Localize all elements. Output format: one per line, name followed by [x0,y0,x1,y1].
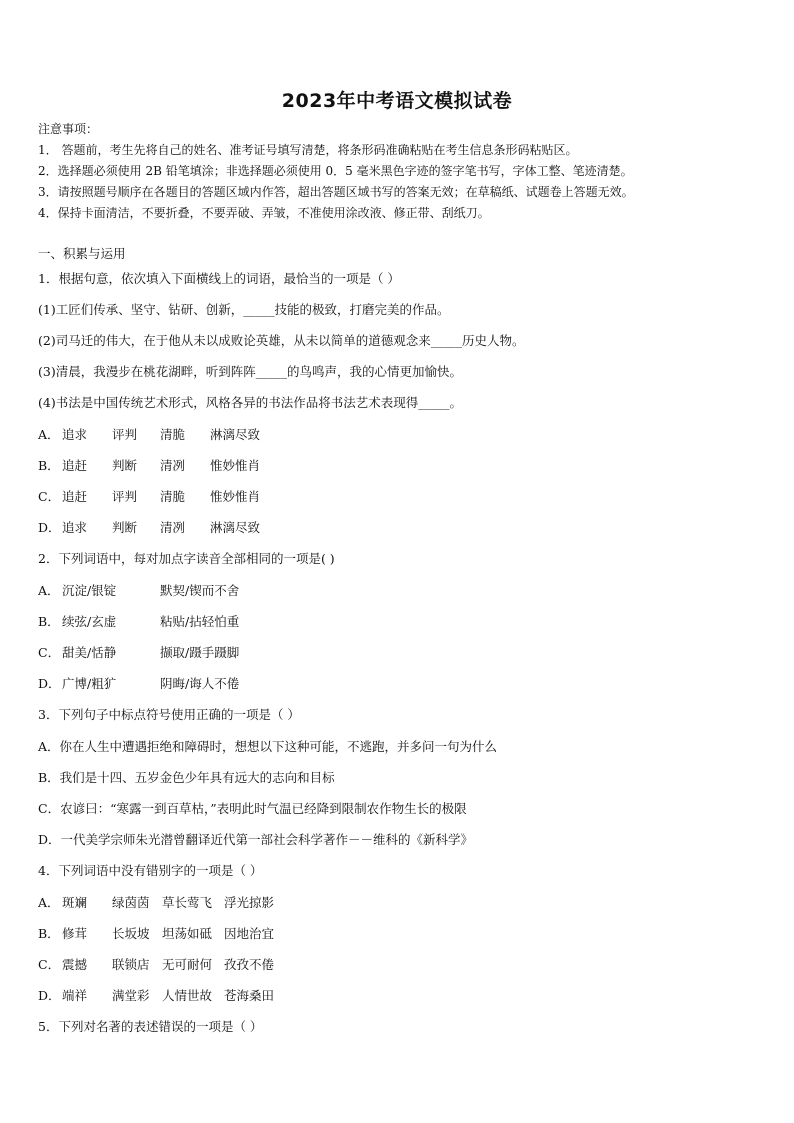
option-word: 长坂坡 [112,926,150,941]
question-1-sentence: (3)清晨，我漫步在桃花湖畔，听到阵阵_____的鸟鸣声，我的心情更加愉快。 [38,364,462,379]
question-3-option-d: D．一代美学宗师朱光潜曾翻译近代第一部社会科学著作－－维科的《新科学》 [38,832,474,847]
question-2-option-b [38,614,239,630]
option-word: 评判 [112,427,138,442]
question-3-option-b: B．我们是十四、五岁金色少年具有远大的志向和目标 [38,770,335,785]
option-word: 修茸 [62,926,88,941]
option-word: 判断 [112,520,138,535]
option-word: 淋漓尽致 [210,427,261,442]
question-3-option-c: C．农谚曰：“寒露一到百草枯，”表明此时气温已经降到限制农作物生长的极限 [38,801,467,816]
notes-item: 1． 答题前，考生先将自己的姓名、准考证号填写清楚，将条形码准确粘贴在考生信息条形码粘贴区。 [38,143,578,157]
question-1-option-a [38,427,260,443]
option-word: 斑斓 [62,895,88,910]
option-word: 震撼 [62,957,88,972]
question-4-stem: 4．下列词语中没有错别字的一项是（ ） [38,863,263,878]
option-word: 淋漓尽致 [210,520,261,535]
question-1-option-b [38,458,260,474]
option-key: D． [38,988,61,1003]
section-heading: 一、积累与运用 [38,246,126,261]
option-word: 追赶 [62,458,88,473]
option-word: 草长莺飞 [162,895,213,910]
option-word: 惟妙惟肖 [210,489,261,504]
option-word: 默契/锲而不舍 [160,583,240,598]
option-key: B． [38,458,60,473]
option-key: C． [38,645,61,660]
question-3-option-a: A．你在人生中遭遇拒绝和障碍时，想想以下这种可能，不逃跑，并多问一句为什么 [38,739,498,754]
option-word: 苍海桑田 [224,988,275,1003]
option-key: D． [38,520,61,535]
question-3-stem: 3．下列句子中标点符号使用正确的一项是（ ） [38,707,300,722]
option-word: 甜美/恬静 [62,645,117,660]
option-word: 因地治宜 [224,926,275,941]
option-word: 追赶 [62,489,88,504]
notes-item: 3．请按照题号顺序在各题目的答题区域内作答，超出答题区域书写的答案无效；在草稿纸、试题卷上答题无效。 [38,185,634,199]
option-key: B． [38,614,60,629]
option-word: 无可耐何 [162,957,213,972]
option-key: C． [38,957,61,972]
option-word: 广博/粗犷 [62,676,117,691]
option-key: D． [38,676,61,691]
option-word: 端祥 [62,988,88,1003]
option-word: 人情世故 [162,988,213,1003]
option-key: A． [38,583,60,598]
question-1-sentence: (2)司马迁的伟大，在于他从未以成败论英雄，从未以简单的道德观念来_____历史人物。 [38,333,525,348]
option-word: 粘贴/拈轻怕重 [160,614,240,629]
question-1-option-c [38,489,260,505]
question-4-option-d [38,988,274,1004]
notes-heading: 注意事项： [38,122,99,136]
option-key: A． [38,895,60,910]
question-2-stem: 2．下列词语中，每对加点字读音全部相同的一项是( ) [38,551,335,566]
option-word: 判断 [112,458,138,473]
option-word: 惟妙惟肖 [210,458,261,473]
option-word: 清冽 [160,458,186,473]
notes-item: 4．保持卡面清洁，不要折叠，不要弄破、弄皱，不准使用涂改液、修正带、刮纸刀。 [38,206,490,220]
option-word: 清冽 [160,520,186,535]
option-word: 阴晦/诲人不倦 [160,676,240,691]
question-1-sentence: (1)工匠们传承、坚守、钻研、创新，_____技能的极致，打磨完美的作品。 [38,302,450,317]
question-1-sentence: (4)书法是中国传统艺术形式，风格各异的书法作品将书法艺术表现得_____。 [38,395,462,410]
question-2-option-a [38,583,239,599]
option-word: 清脆 [160,427,186,442]
question-1-option-d [38,520,260,536]
option-word: 绿茵茵 [112,895,150,910]
option-word: 浮光掠影 [224,895,275,910]
option-word: 联锁店 [112,957,150,972]
option-word: 坦荡如砥 [162,926,213,941]
option-word: 评判 [112,489,138,504]
option-key: A． [38,427,60,442]
option-word: 追求 [62,520,88,535]
option-key: C． [38,489,61,504]
question-4-option-c [38,957,274,973]
question-2-option-c [38,645,239,661]
option-word: 追求 [62,427,88,442]
page-title: 2023年中考语文模拟试卷 [281,90,513,112]
question-1-stem: 1．根据句意，依次填入下面横线上的词语，最恰当的一项是（ ） [38,271,400,286]
question-4-option-b [38,926,274,942]
option-word: 满堂彩 [112,988,150,1003]
option-word: 续弦/玄虚 [62,614,117,629]
question-2-option-d [38,676,239,692]
question-5-stem: 5．下列对名著的表述错误的一项是（ ） [38,1019,263,1034]
question-4-option-a [38,895,274,911]
option-word: 撷取/蹑手蹑脚 [160,645,240,660]
notes-item: 2．选择题必须使用 2B 铅笔填涂；非选择题必须使用 0．5 毫米黑色字迹的签字笔书写，字体工整、笔迹清楚。 [38,164,633,178]
option-word: 沉淀/银锭 [62,583,117,598]
option-word: 清脆 [160,489,186,504]
option-key: B． [38,926,60,941]
option-word: 孜孜不倦 [224,957,275,972]
